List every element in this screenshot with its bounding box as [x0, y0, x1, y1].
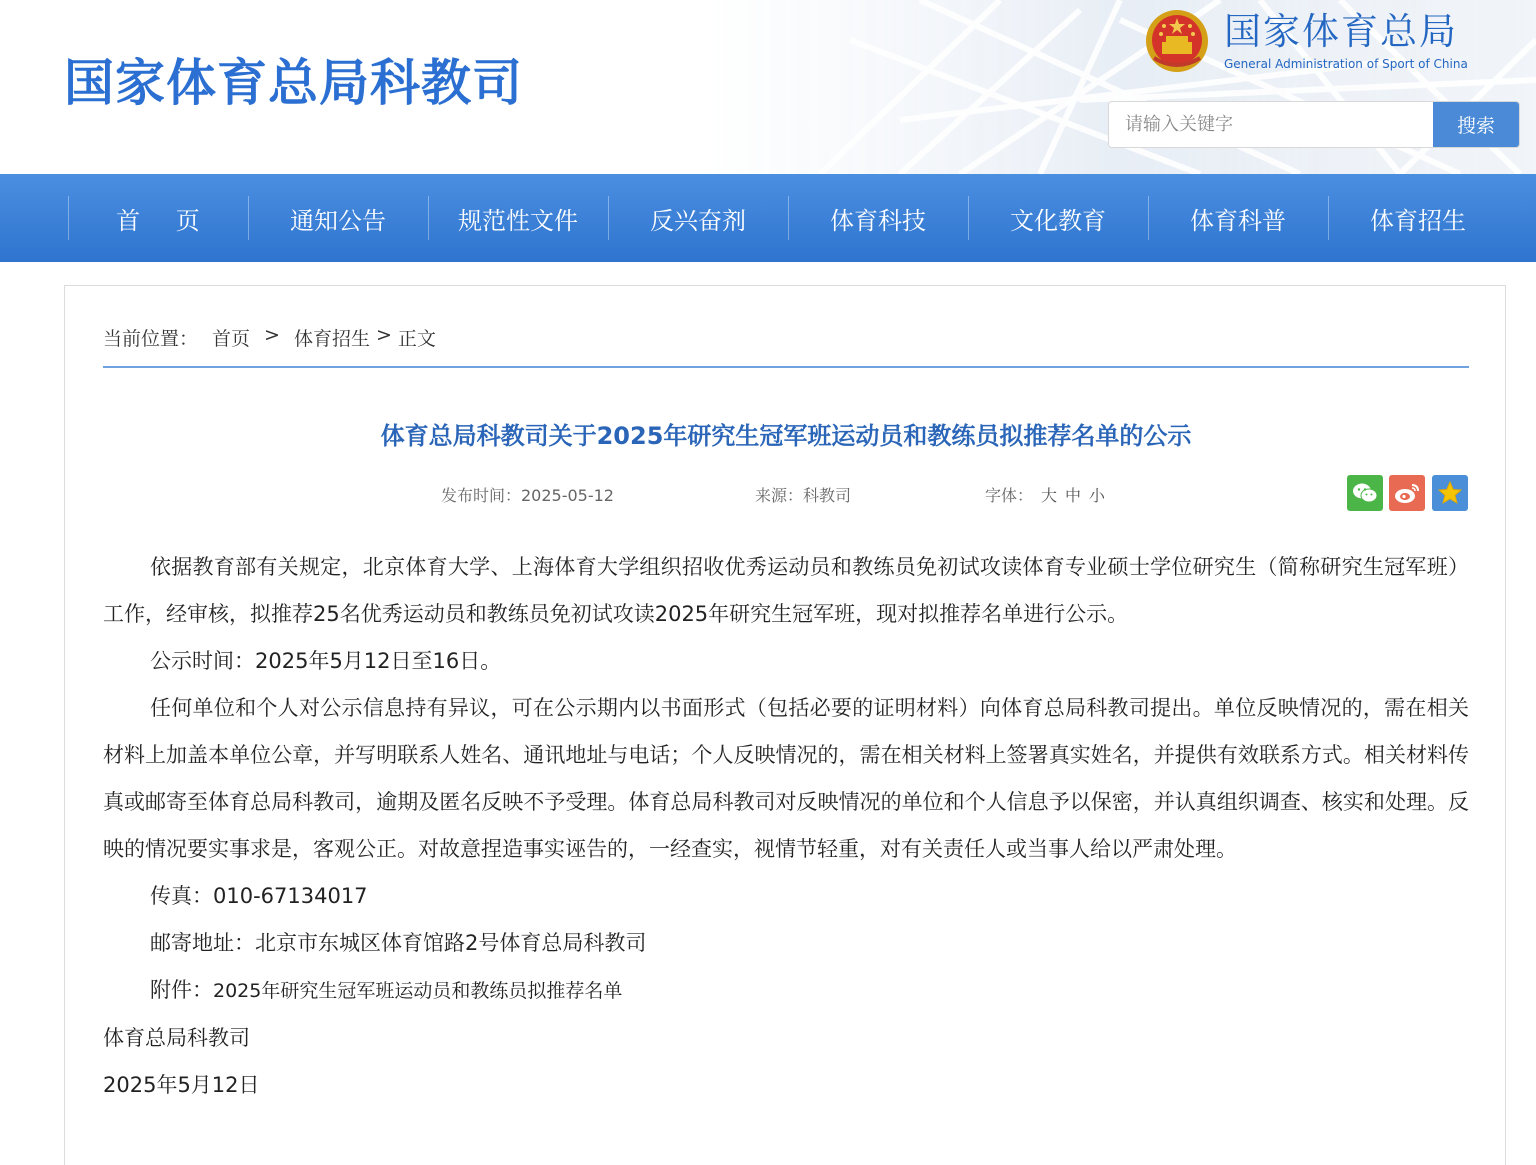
agency-name-english: General Administration of Sport of China	[1224, 57, 1468, 71]
font-size-label: 字体：	[985, 486, 1034, 505]
search-box	[1108, 101, 1520, 148]
nav-item-home[interactable]	[68, 174, 248, 262]
mailing-address: 邮寄地址：北京市东城区体育馆路2号体育总局科教司	[150, 931, 647, 955]
wechat-icon[interactable]	[1347, 475, 1383, 511]
nav-label: 首 页	[116, 206, 214, 235]
nav-label: 体育招生	[1370, 206, 1466, 235]
breadcrumb-home-link[interactable]: 首页	[212, 328, 251, 350]
article-container	[64, 285, 1506, 1165]
nav-label: 文化教育	[1010, 206, 1106, 235]
nav-item-sports-tech[interactable]	[788, 174, 968, 262]
nav-item-popular-science[interactable]	[1148, 174, 1328, 262]
national-emblem-icon	[1144, 8, 1210, 74]
nav-label: 体育科技	[830, 206, 926, 235]
nav-label: 规范性文件	[458, 206, 578, 235]
site-title[interactable]: 国家体育总局科教司	[64, 54, 523, 112]
signature: 体育总局科教司	[103, 1026, 250, 1050]
nav-item-culture-education[interactable]	[968, 174, 1148, 262]
agency-name[interactable]: 国家体育总局	[1224, 10, 1458, 53]
main-nav	[0, 174, 1536, 262]
nav-label: 通知公告	[290, 206, 386, 235]
nav-item-regulations[interactable]	[428, 174, 608, 262]
nav-item-admissions[interactable]	[1328, 174, 1508, 262]
breadcrumb-separator: >	[264, 324, 280, 346]
attachment-label: 附件：	[150, 978, 213, 1002]
font-size-large[interactable]: 大	[1041, 486, 1058, 505]
fax-line: 传真：010-67134017	[150, 884, 368, 908]
article-body	[103, 544, 1469, 1109]
sign-date: 2025年5月12日	[103, 1073, 260, 1097]
nav-label: 体育科普	[1190, 206, 1286, 235]
font-size-selector	[985, 483, 1105, 506]
publish-time: 发布时间：2025-05-12	[441, 486, 614, 505]
article-paragraph: 依据教育部有关规定，北京体育大学、上海体育大学组织招收优秀运动员和教练员免初试攻读体育专业硕士学位研究生（简称研究生冠军班）工作，经审核，拟推荐25名优秀运动员和教练员免初试攻读2025年研究生冠军班，现对拟推荐名单进行公示。	[103, 555, 1469, 626]
article-paragraph: 任何单位和个人对公示信息持有异议，可在公示期内以书面形式（包括必要的证明材料）向体育总局科教司提出。单位反映情况的，需在相关材料上加盖本单位公章，并写明联系人姓名、通讯地址与电话；个人反映情况的，需在相关材料上签署真实姓名，并提供有效联系方式。相关材料传真或邮寄至体育总局科教司，逾期及匿名反映不予受理。体育总局科教司对反映情况的单位和个人信息予以保密，并认真组织调查、核实和处理。反映的情况要实事求是，客观公正。对故意捏造事实诬告的，一经查实，视情节轻重，对有关责任人或当事人给以严肃处理。	[103, 696, 1469, 861]
breadcrumb-current: 正文	[397, 328, 436, 350]
breadcrumb	[103, 324, 436, 351]
attachment-link[interactable]: 2025年研究生冠军班运动员和教练员拟推荐名单	[213, 980, 623, 1002]
attachment-line	[103, 967, 1469, 1015]
favorite-star-icon[interactable]	[1432, 475, 1468, 511]
breadcrumb-label: 当前位置：	[103, 328, 199, 350]
article-source: 来源：科教司	[755, 486, 852, 505]
font-size-small[interactable]: 小	[1089, 486, 1106, 505]
search-button[interactable]: 搜索	[1433, 102, 1519, 147]
breadcrumb-separator: >	[375, 324, 392, 346]
nav-item-notices[interactable]	[248, 174, 428, 262]
article-title: 体育总局科教司关于2025年研究生冠军班运动员和教练员拟推荐名单的公示	[380, 422, 1192, 450]
site-header	[0, 0, 1536, 174]
nav-label: 反兴奋剂	[650, 206, 746, 235]
search-input[interactable]	[1109, 102, 1433, 147]
weibo-icon[interactable]	[1389, 475, 1425, 511]
breadcrumb-section-link[interactable]: 体育招生	[293, 328, 370, 350]
font-size-medium[interactable]: 中	[1065, 486, 1082, 505]
breadcrumb-divider	[103, 366, 1469, 368]
article-paragraph: 公示时间：2025年5月12日至16日。	[150, 649, 502, 673]
nav-item-anti-doping[interactable]	[608, 174, 788, 262]
